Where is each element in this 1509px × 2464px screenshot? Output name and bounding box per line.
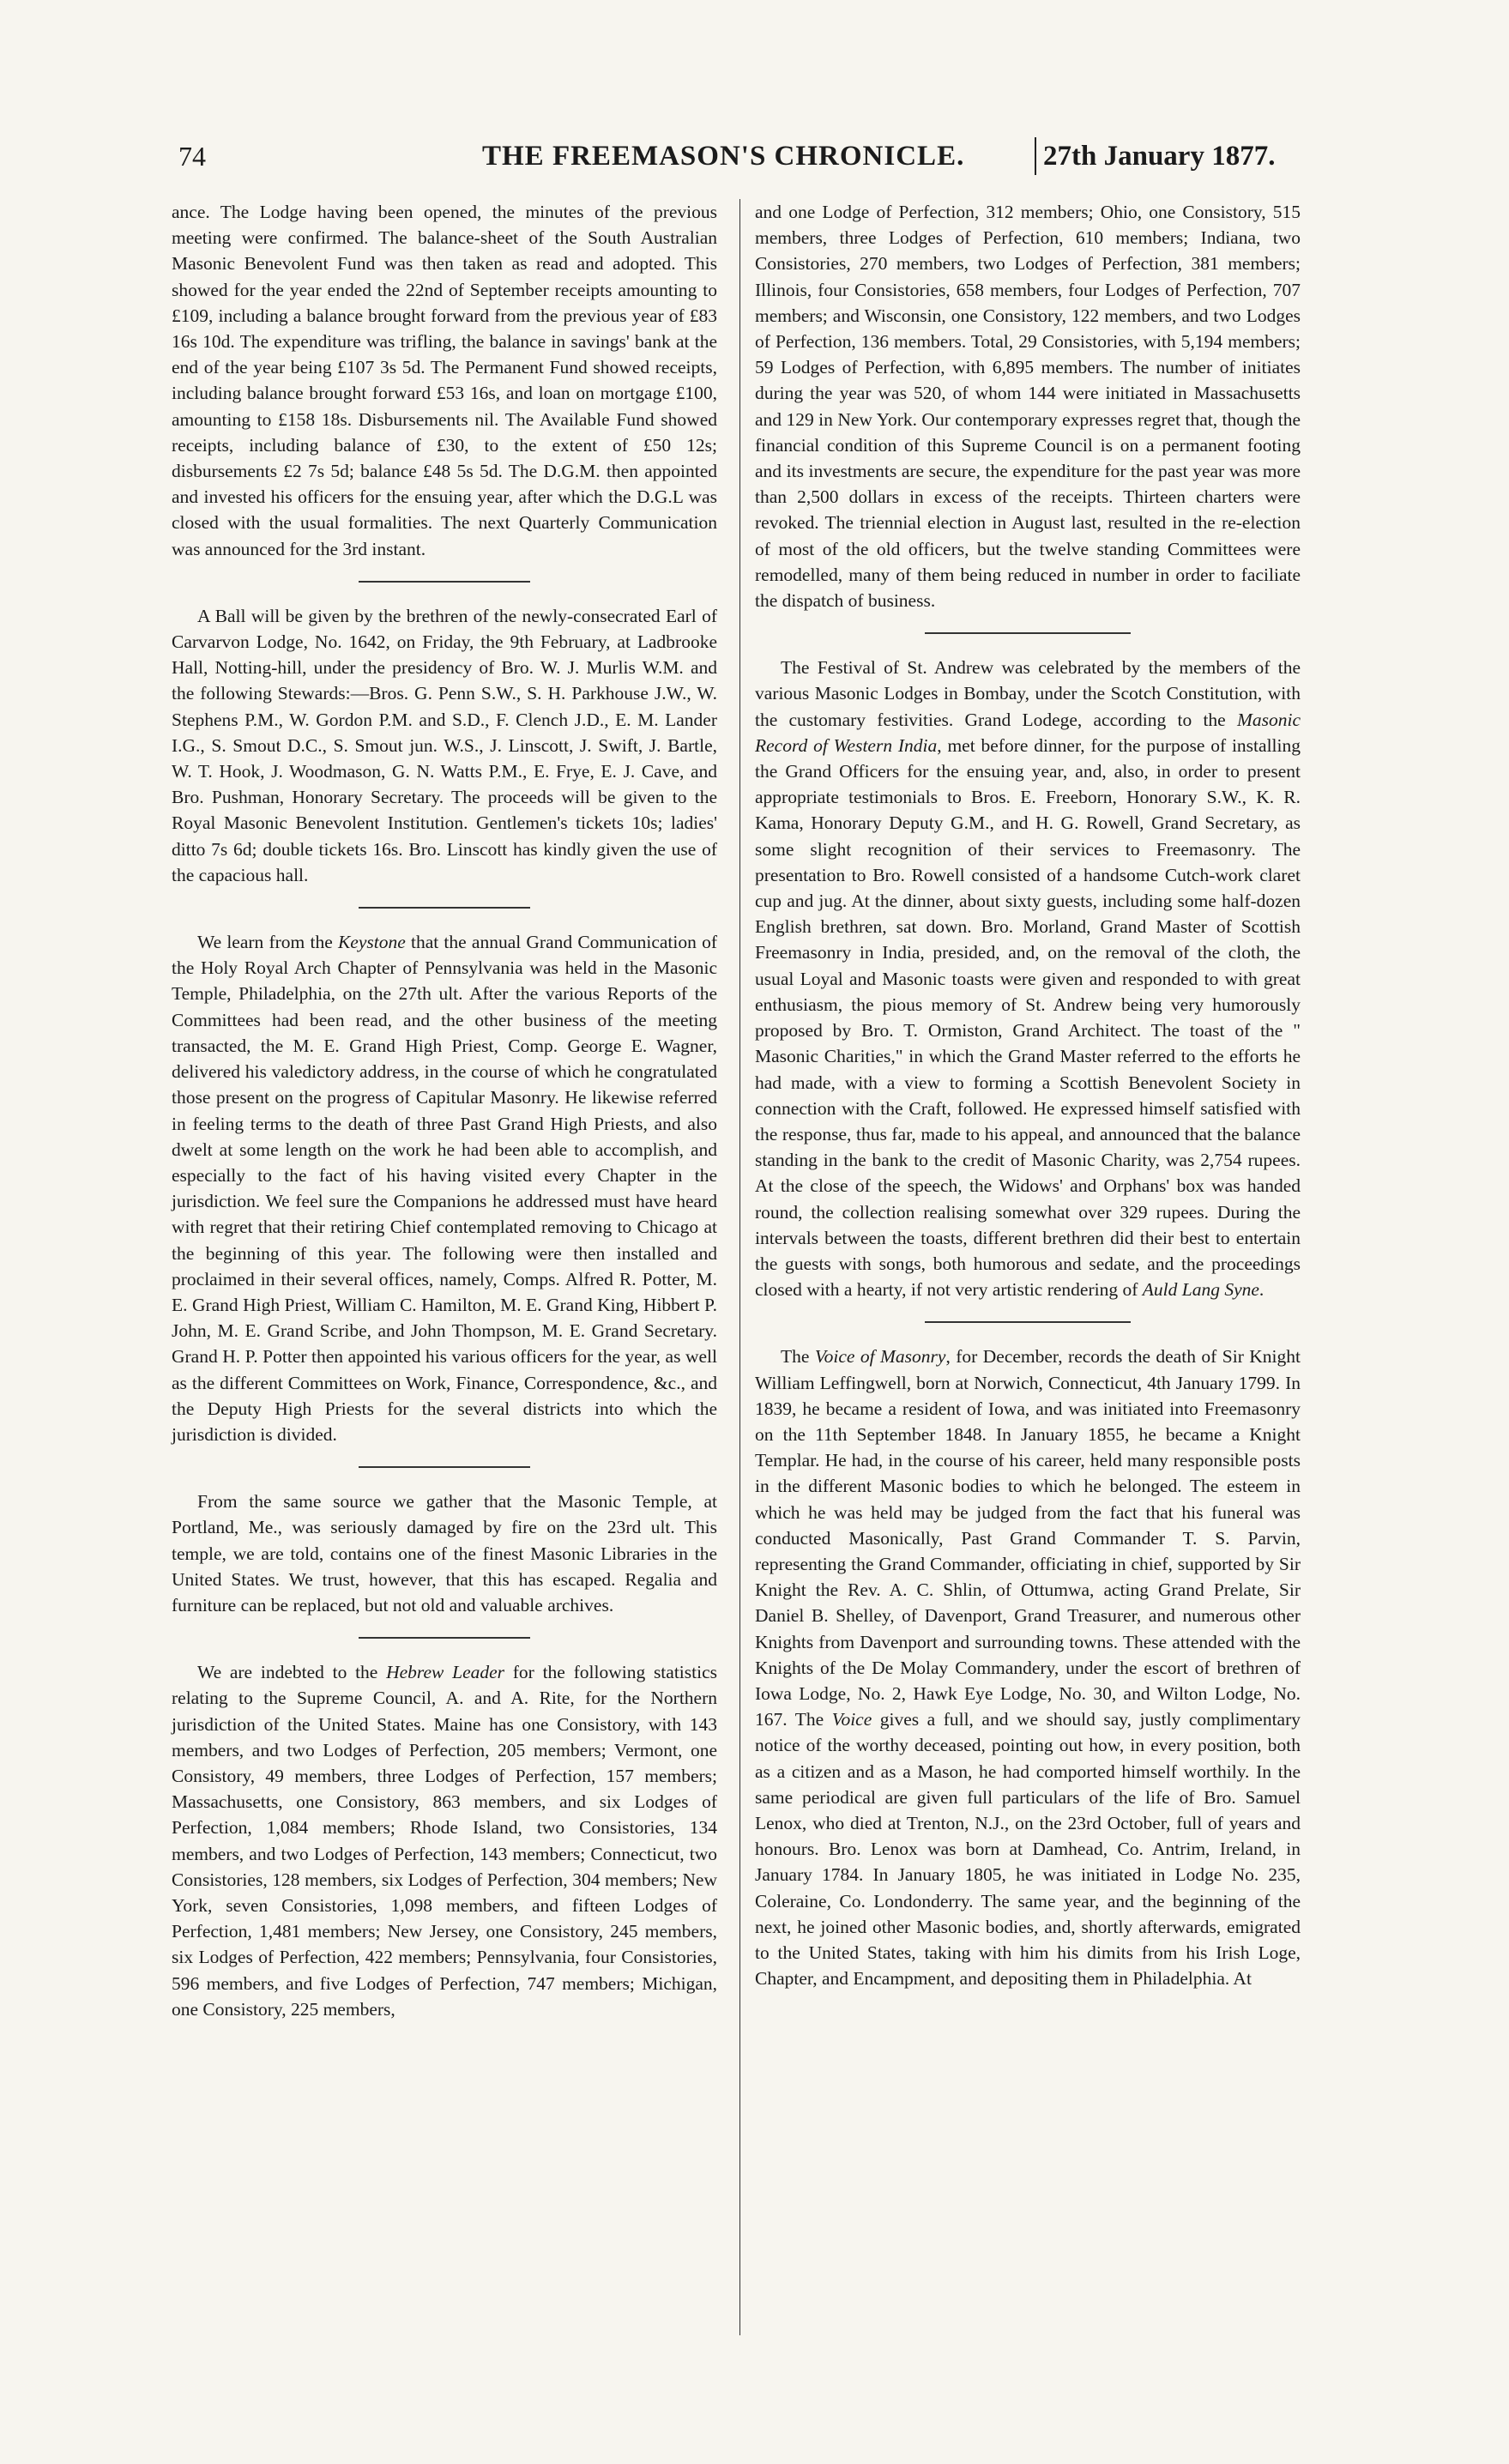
section-divider	[925, 1321, 1131, 1323]
section-divider	[359, 581, 530, 583]
article-st-andrew	[755, 655, 1301, 1302]
article-statistics-cont: and one Lodge of Perfection, 312 members; Ohio, one Consistory, 515 members, three Lodges of Perfection, 610 members; Indiana, two Consistories, 270 members, two Lodges of Perfection, 381 members; Illinois, four Consistories, 658 members, four Lodges of Perfection, 707 members; and Wisconsin, one Consistory, 122 members, and two Lodges of Perfection, 136 members. Total, 29 Consistories, with 5,194 members; 59 Lodges of Perfection, with 6,895 members. The number of initiates during the year was 520, of whom 144 were initiated in Massachusetts and 129 in New York. Our contemporary expresses regret that, though the financial condition of this Supreme Council is on a permanent footing and its investments are secure, the expenditure for the past year was more than 2,500 dollars in excess of the receipts. Thirteen charters were revoked. The triennial election in August last, resulted in the re-election of most of the old officers, but the twelve standing Committees were remodelled, many of them being reduced in number in order to faciliate the dispatch of business.	[755, 202, 1301, 612]
italic-title: Hebrew Leader	[386, 1662, 505, 1683]
section-divider	[359, 1637, 530, 1639]
article-royal-arch	[172, 929, 717, 1447]
text-run: We learn from the	[197, 932, 338, 953]
text-run: , met before dinner, for the purpose of installing the Grand Officers for the ensuing year, and, also, in order to present appropriate testimonials to Bros. E. Freeborn, Honorary S.W., K. R. Kama, Honorary Deputy G.M., and H. G. Rowell, Grand Secretary, as some slight recognition of their services to Freemasonry. The presentation to Bro. Rowell consisted of a handsome Cutch-work claret cup and jug. At the dinner, about sixty guests, including some half-dozen English brethren, sat down. Bro. Morland, Grand Master of Scottish Freemasonry in India, presided, and, on the removal of the cloth, the usual Loyal and Masonic toasts were given and responded to with great enthusiasm, the pious memory of St. Andrew being very humorously proposed by Bro. T. Ormiston, Grand Architect. The toast of the " Masonic Charities," in which the Grand Master referred to the efforts he had made, with a view to forming a Scottish Benevolent Society in connection with the Craft, followed. He expressed himself satisfied with the response, thus far, made to his appeal, and announced that the balance standing in the bank to the credit of Masonic Charity, was 2,754 rupees. At the close of the speech, the Widows' and Orphans' box was handed round, the collection realising somewhat over 329 rupees. During the intervals between the toasts, different brethren did their best to entertain the guests with songs, both humorous and sedate, and the proceedings closed with a hearty, if not very artistic rendering of	[755, 734, 1301, 1301]
article-voice-of-masonry	[755, 1344, 1301, 1991]
page-header	[172, 137, 1321, 175]
column-divider	[739, 199, 740, 2335]
text-run: The Festival of St. Andrew was celebrated by the members of the various Masonic Lodges in Bombay, under the Scotch Constitution, with the customary festivities. Grand Lodege, according to the	[755, 657, 1301, 730]
italic-title: Auld Lang Syne	[1142, 1279, 1259, 1301]
italic-title: Masonic Record of Western India	[755, 709, 1301, 756]
text-run: .	[1259, 1279, 1265, 1301]
right-column	[755, 199, 1301, 1991]
italic-title: Voice of Masonry	[814, 1346, 946, 1368]
article-ball: A Ball will be given by the brethren of the newly-consecrated Earl of Carvarvon Lodge, No. 1642, on Friday, the 9th February, at Ladbrooke Hall, Notting-hill, under the presidency of Bro. W. J. Murlis W.M. and the following Stewards:—Bros. G. Penn S.W., S. H. Parkhouse J.W., W. Stephens P.M., W. Gordon P.M. and S.D., F. Clench J.D., E. M. Lander I.G., S. Smout D.C., S. Smout jun. W.S., J. Linscott, J. Swift, J. Bartle, W. T. Hook, J. Woodmason, G. N. Watts P.M., E. Frye, E. J. Cave, and Bro. Pushman, Honorary Secretary. The proceeds will be given to the Royal Masonic Benevolent Institution. Gentlemen's tickets 10s; ladies' ditto 7s 6d; double tickets 16s. Bro. Linscott has kindly given the use of the capacious hall.	[172, 605, 717, 885]
text-run: We are indebted to the	[197, 1662, 387, 1683]
text-run: gives a full, and we should say, justly complimentary notice of the worthy deceased, pointing out how, in every position, both as a citizen and as a Mason, he had comported himself worthily. In the same periodical are given full particulars of the life of Bro. Samuel Lenox, who died at Trenton, N.J., on the 23rd October, full of years and honours. Bro. Lenox was born at Damhead, Co. Antrim, Ireland, in January 1784. In January 1805, he was initiated in Lodge No. 235, Coleraine, Co. Londonderry. The same year, and the beginning of the next, he joined other Masonic bodies, and, shortly afterwards, emigrated to the United States, taking with him his dimits from his Irish Loge, Chapter, and Encampment, and depositing them in Philadelphia. At	[755, 1709, 1301, 1990]
article-portland-fire: From the same source we gather that the Masonic Temple, at Portland, Me., was seriously damaged by fire on the 23rd ult. This temple, we are told, contains one of the finest Masonic Libraries in the United States. We trust, however, that this has escaped. Regalia and furniture can be replaced, but not old and valuable archives.	[172, 1491, 717, 1615]
article-south-australia: ance. The Lodge having been opened, the minutes of the previous meeting were confirmed. The balance-sheet of the South Australian Masonic Benevolent Fund was then taken as read and adopted. This showed for the year ended the 22nd of September receipts amounting to £109, including a balance brought forward from the previous year of £83 16s 10d. The expenditure was trifling, the balance in savings' bank at the end of the year being £107 3s 5d. The Permanent Fund showed receipts, including balance brought forward £53 16s, and loan on mortgage £100, amounting to £158 18s. Disbursements nil. The Available Fund showed receipts, including balance of £30, to the extent of £50 12s; disbursements £2 7s 5d; balance £48 5s 5d. The D.G.M. then appointed and invested his officers for the ensuing year, after which the D.G.L was closed with the usual formalities. The next Quarterly Communication was announced for the 3rd instant.	[172, 202, 717, 559]
text-run: The	[781, 1346, 815, 1368]
section-divider	[359, 907, 530, 909]
publication-title: THE FREEMASON'S CHRONICLE.	[482, 141, 965, 172]
section-divider	[925, 632, 1131, 634]
text-run: , for December, records the death of Sir Knight William Leffingwell, born at Norwich, Connecticut, 4th January 1799. In 1839, he became a resident of Iowa, and was initiated into Freemasonry on the 11th September 1848. In January 1855, he became a Knight Templar. He had, in the course of his career, held many responsible posts in the different Masonic bodies to which he belonged. The esteem in which he was held may be judged from the fact that his funeral was conducted Masonically, Past Grand Commander T. S. Parvin, representing the Grand Commander, officiating in chief, supported by Sir Knight the Rev. A. C. Shlin, of Ottumwa, acting Grand Prelate, Sir Daniel B. Shelley, of Davenport, Grand Treasurer, and numerous other Knights from Davenport and surrounding towns. These attended with the Knights of the De Molay Commandery, under the escort of brethren of Iowa Lodge, No. 2, Hawk Eye Lodge, No. 30, and Wilton Lodge, No. 167. The	[755, 1346, 1301, 1730]
article-statistics	[172, 1659, 717, 2022]
italic-title: Keystone	[337, 932, 406, 953]
text-run: that the annual Grand Communication of the Holy Royal Arch Chapter of Pennsylvania was held in the Masonic Temple, Philadelphia, on the 27th ult. After the various Reports of the Committees had been read, and the other business of the meeting transacted, the M. E. Grand High Priest, Comp. George E. Wagner, delivered his valedictory address, in the course of which he congratulated those present on the progress of Capitular Masonry. He likewise referred in feeling terms to the death of three Past Grand High Priests, and also dwelt at some length on the work he had been able to accomplish, and especially to the fact of his having visited every Chapter in the jurisdiction. We feel sure the Companions he addressed must have heard with regret that their retiring Chief contemplated removing to Chicago at the beginning of this year. The following were then installed and proclaimed in their several offices, namely, Comps. Alfred R. Potter, M. E. Grand High Priest, William C. Hamilton, M. E. Grand King, Hibbert P. John, M. E. Grand Scribe, and John Thompson, M. E. Grand Secretary. Grand H. P. Potter then appointed his various officers for the year, as well as the different Committees on Work, Finance, Correspondence, &c., and the Deputy High Priests for the several districts into which the jurisdiction is divided.	[172, 932, 717, 1445]
section-divider	[359, 1466, 530, 1468]
left-column	[172, 199, 717, 2022]
issue-date: 27th January 1877.	[1035, 137, 1275, 175]
text-run: for the following statistics relating to the Supreme Council, A. and A. Rite, for the Northern jurisdiction of the United States. Maine has one Consistory, with 143 members, and two Lodges of Perfection, 205 members; Vermont, one Consistory, 49 members, three Lodges of Perfection, 157 members; Massachusetts, one Consistory, 863 members, and six Lodges of Perfection, 1,084 members; Rhode Island, two Consistories, 134 members, and two Lodges of Perfection, 143 members; Connecticut, two Consistories, 128 members, six Lodges of Perfection, 304 members; New York, seven Consistories, 1,098 members, and fifteen Lodges of Perfection, 1,481 members; New Jersey, one Consistory, 245 members, six Lodges of Perfection, 422 members; Pennsylvania, four Consistories, 596 members, and five Lodges of Perfection, 747 members; Michigan, one Consistory, 225 members,	[172, 1662, 717, 2020]
page-number: 74	[178, 141, 206, 172]
italic-title: Voice	[831, 1709, 872, 1730]
